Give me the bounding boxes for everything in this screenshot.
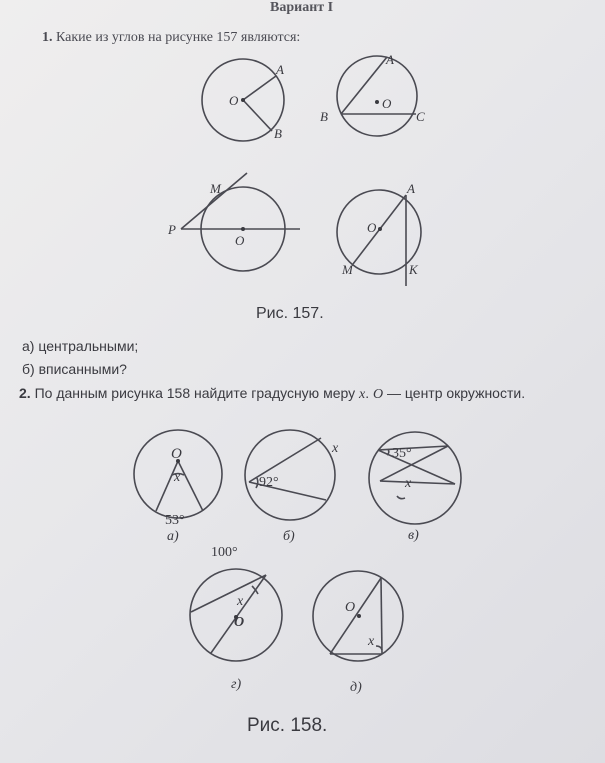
fig157-2-label-a: A xyxy=(386,52,394,67)
fig158-b xyxy=(245,430,339,544)
fig157-4-label-m: M xyxy=(342,262,353,277)
task2-text-before: По данным рисунка 158 найдите градусную меру xyxy=(34,385,360,401)
fig158-v xyxy=(369,432,461,543)
fig158-a-label-53: 53° xyxy=(165,513,185,528)
fig158-d-label-o: O xyxy=(345,600,356,615)
fig158-a xyxy=(134,430,222,544)
fig158-g-label-100: 100° xyxy=(211,545,238,560)
fig158-b-label-x: x xyxy=(332,441,339,456)
fig157-3-label-m: M xyxy=(210,181,221,196)
fig158-g-label-x: x xyxy=(237,594,244,609)
fig157-4-label-k: K xyxy=(409,262,418,277)
fig158-g-caption: г) xyxy=(231,677,242,692)
fig158-a-label-o: O xyxy=(171,446,182,462)
task2-text-mid: . xyxy=(365,385,374,401)
fig158-b-caption: б) xyxy=(283,529,295,544)
fig157-4-label-o: O xyxy=(367,220,377,235)
fig157-2-label-o: O xyxy=(382,96,392,111)
fig158-d xyxy=(313,571,403,695)
fig158-v-label-35: 35° xyxy=(392,446,412,461)
fig158-caption: Рис. 158. xyxy=(247,715,328,736)
fig158-b-label-92: 92° xyxy=(259,475,279,490)
fig158-v-caption: в) xyxy=(408,528,419,543)
fig157-1-label-o: O xyxy=(229,93,239,108)
fig157-2-label-b: B xyxy=(320,109,328,124)
fig158-a-label-x: x xyxy=(174,470,181,485)
fig158-d-caption: д) xyxy=(350,680,362,695)
fig158-g xyxy=(190,545,282,692)
task2-var: x xyxy=(359,387,366,402)
task2-number: 2. xyxy=(19,385,31,401)
fig158-g-label-o: O xyxy=(234,615,245,630)
fig158-d-label-x: x xyxy=(368,634,375,649)
fig157-3-label-o: O xyxy=(235,233,245,248)
fig157-3-label-p: P xyxy=(168,222,176,237)
task1-option-a: а) центральными; xyxy=(22,338,139,354)
fig157-2-label-c: C xyxy=(416,109,425,124)
task2-text-after: — центр окружности. xyxy=(383,385,526,401)
task1-number: 1. xyxy=(42,30,53,45)
fig157-1-label-b: B xyxy=(274,126,282,141)
fig157-1-label-a: A xyxy=(276,62,284,77)
task2-center: O xyxy=(373,387,384,402)
fig157-4-label-a: A xyxy=(407,181,415,196)
fig158-v-label-x: x xyxy=(405,476,412,491)
fig157-caption: Рис. 157. xyxy=(256,305,324,322)
task1-text: Какие из углов на рисунке 157 являются: xyxy=(56,30,301,45)
fig158-a-caption: а) xyxy=(167,529,179,544)
variant-header: Вариант I xyxy=(270,0,334,15)
task1-option-b: б) вписанными? xyxy=(22,361,127,377)
